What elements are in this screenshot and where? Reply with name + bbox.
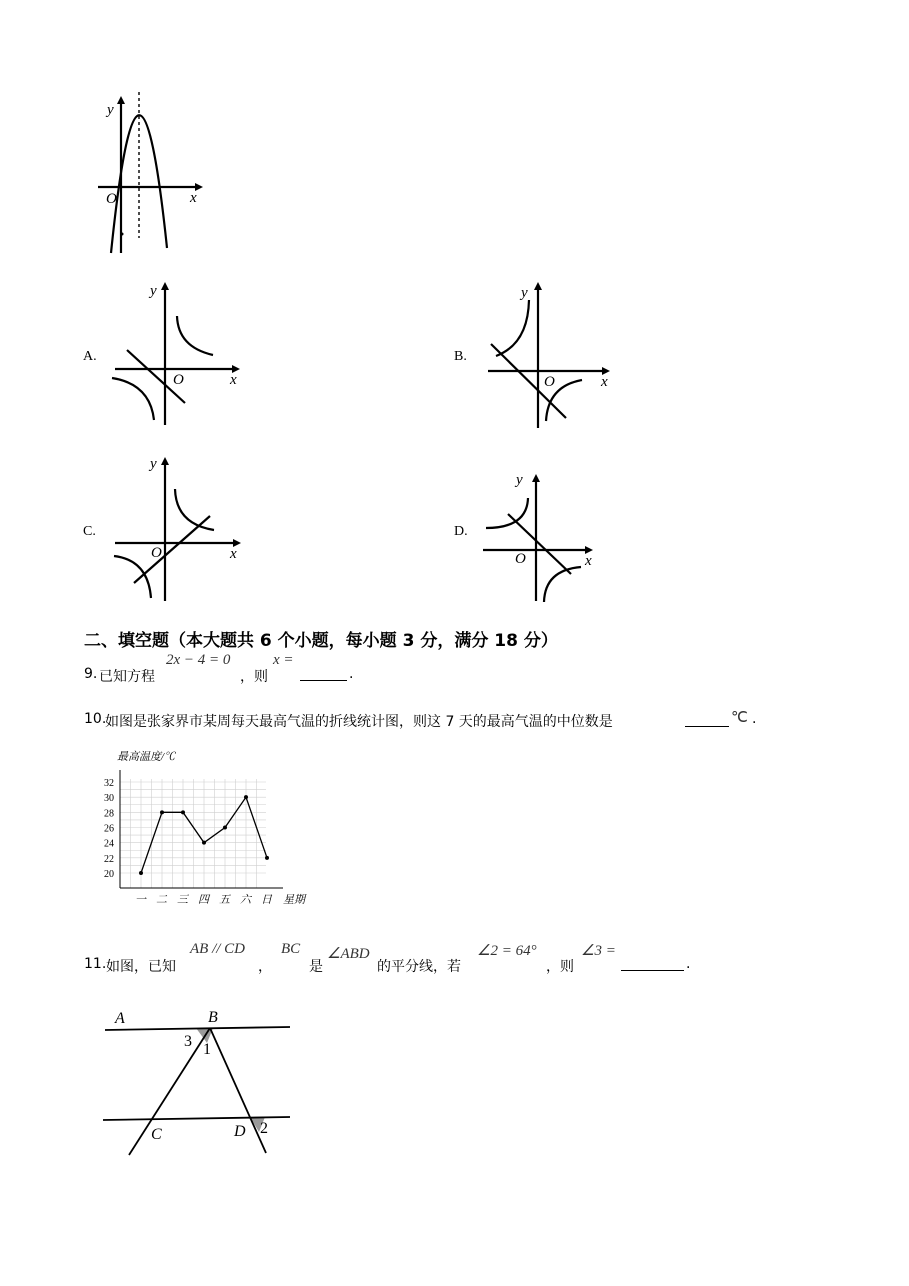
line-bc	[129, 1028, 210, 1155]
point-c-label: C	[151, 1126, 162, 1143]
question-11-angle-3: ∠3 =	[581, 943, 616, 959]
question-11-comma: ，	[258, 959, 272, 975]
question-11-angle-abd: ∠ABD	[327, 946, 370, 962]
question-11-number: 11.	[84, 956, 107, 972]
chart-y-tick-label: 30	[104, 793, 114, 805]
point-a-label: A	[115, 1010, 125, 1027]
question-9-text-1: 已知方程	[99, 669, 155, 685]
parabola-x-label: x	[190, 190, 197, 206]
svg-text:O: O	[173, 372, 184, 388]
question-11-parallel: AB // CD	[190, 941, 245, 957]
chart-y-tick-label: 24	[104, 838, 114, 850]
parabola-origin-label: O	[106, 191, 117, 207]
svg-text:x: x	[230, 546, 237, 562]
chart-x-tick-label: 六	[240, 894, 251, 906]
svg-text:y: y	[150, 283, 157, 299]
question-9-variable: x =	[273, 652, 294, 668]
chart-y-tick-label: 22	[104, 853, 114, 865]
question-10-number: 10.	[84, 711, 107, 727]
svg-text:O: O	[515, 551, 526, 567]
svg-text:x: x	[585, 553, 592, 569]
option-c-label: C.	[83, 524, 96, 539]
svg-text:O: O	[151, 545, 162, 561]
svg-text:y: y	[521, 285, 528, 301]
chart-x-tick-label: 三	[177, 894, 188, 906]
question-11-text-2: 是	[309, 959, 323, 975]
svg-text:x: x	[230, 372, 237, 388]
chart-x-tick-label: 日	[261, 894, 272, 906]
question-9-equation: 2x − 4 = 0	[166, 652, 231, 668]
chart-y-tick-label: 32	[104, 778, 114, 789]
chart-y-tick-label: 26	[104, 823, 114, 835]
parabola-y-label: y	[107, 102, 114, 118]
question-11-bc: BC	[281, 941, 301, 957]
option-d-label: D.	[454, 524, 468, 539]
question-11-angle-2: ∠2 = 64°	[477, 943, 537, 959]
chart-x-tick-label: 一	[135, 894, 146, 906]
chart-x-axis-title: 星期	[283, 894, 305, 906]
chart-x-tick-label: 二	[156, 894, 167, 906]
angle-1-label: 1	[203, 1041, 211, 1058]
angle-2-label: 2	[260, 1120, 268, 1137]
chart-y-tick-label: 20	[104, 869, 114, 880]
chart-y-tick-label: 28	[104, 808, 114, 820]
question-11-text-4: ，则	[546, 959, 574, 975]
svg-text:y: y	[150, 456, 157, 472]
chart-x-tick-label: 四	[198, 894, 209, 906]
question-11-text-1: 如图，已知	[106, 959, 176, 975]
question-10-end: .	[752, 711, 757, 727]
section-heading: 二、填空题（本大题共 6 个小题，每小题 3 分，满分 18 分）	[84, 631, 558, 651]
option-a-label: A.	[83, 349, 97, 364]
point-b-label: B	[208, 1009, 218, 1026]
question-9-number: 9.	[84, 666, 98, 682]
point-d-label: D	[234, 1123, 246, 1140]
svg-text:y: y	[516, 472, 523, 488]
question-11-text-3: 的平分线，若	[377, 959, 461, 975]
question-10-text: 如图是张家界市某周每天最高气温的折线统计图，则这 7 天的最高气温的中位数是	[105, 714, 613, 730]
question-9-text-2: ，则	[240, 669, 268, 685]
question-9-end: .	[349, 666, 354, 682]
question-10-unit: ℃	[731, 710, 748, 726]
question-11-end: .	[686, 956, 691, 972]
angle-3-label: 3	[184, 1033, 192, 1050]
chart-x-tick-label: 五	[219, 894, 230, 906]
svg-text:O: O	[544, 374, 555, 390]
option-b-label: B.	[454, 349, 467, 364]
chart-y-axis-title: 最高温度/℃	[117, 751, 176, 763]
svg-text:x: x	[601, 374, 608, 390]
